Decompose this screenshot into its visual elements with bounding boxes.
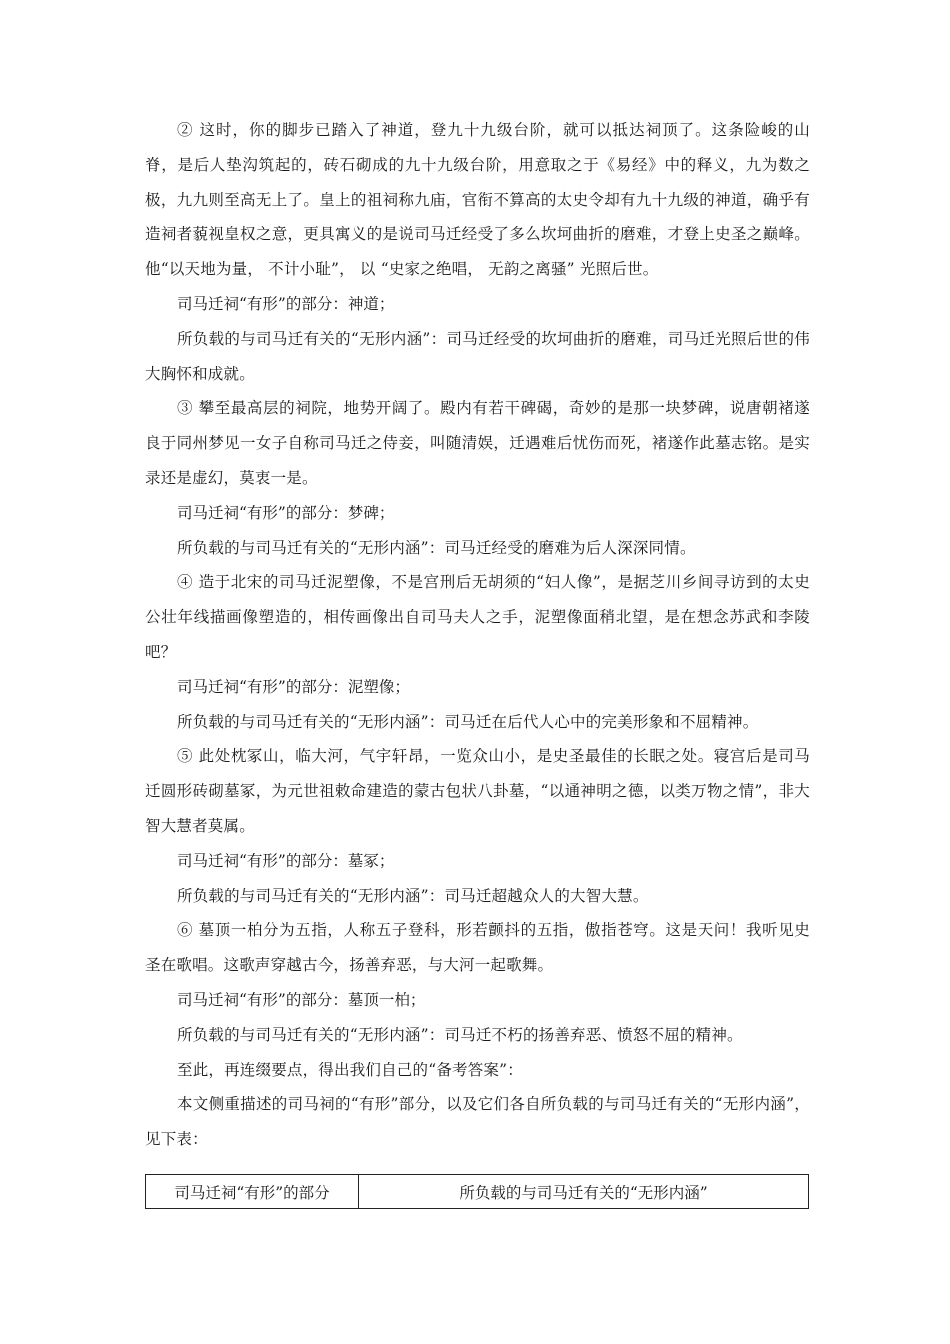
tangible-part-mengbei: 司马迁祠“有形”的部分：梦碑； [177,503,395,522]
paragraph-6: ⑥ 墓顶一柏分为五指，人称五子登科，形若颤抖的五指，傲指苍穹。这是天问！我听见史圣在歌唱。这歌声穿越古今，扬善弃恶，与大河一起歌舞。 [145,921,810,975]
intangible-meaning-tomb: 所负载的与司马迁有关的“无形内涵”：司马迁超越众人的大智大慧。 [177,886,649,905]
paragraph-5: ⑤ 此处枕冢山，临大河，气宇轩昂，一览众山小，是史圣最佳的长眠之处。寝宫后是司马迁圆形砖砌墓冢，为元世祖敕命建造的蒙古包状八卦墓，“以通神明之德，以类万物之情”，非大智大慧者莫属。 [145,747,810,835]
paragraph-3: ③ 攀至最高层的祠院，地势开阔了。殿内有若干碑碣，奇妙的是那一块梦碑，说唐朝褚遂良于同州梦见一女子自称司马迁之侍妾，叫随清娱，迁遇难后忧伤而死，褚遂作此墓志铭。是实录还是虚幻，莫衷一是。 [145,399,810,487]
paragraph-4: ④ 造于北宋的司马迁泥塑像，不是宫刑后无胡须的“妇人像”，是据芝川乡间寻访到的太史公壮年线描画像塑造的，相传画像出自司马夫人之手，泥塑像面稍北望，是在想念苏武和李陵吧？ [145,573,810,661]
intangible-meaning-shendao: 所负载的与司马迁有关的“无形内涵”：司马迁经受的坎坷曲折的磨难，司马迁光照后世的伟大胸怀和成就。 [145,329,810,383]
paragraph-2: ② 这时，你的脚步已踏入了神道，登九十九级台阶，就可以抵达祠顶了。这条险峻的山脊，是后人垫沟筑起的，砖石砌成的九十九级台阶，用意取之于《易经》中的释义，九为数之极，九九则至高无上了。皇上的祖祠称九庙，官衔不算高的太史令却有九十九级的神道，确乎有造祠者藐视皇权之意，更具寓义的是说司马迁经受了多么坎坷曲折的磨难，才登上史圣之巅峰。他“以天地为量， 不计小耻”， 以 “史家之绝唱， 无韵之离骚” 光照后世。 [145,121,810,279]
tangible-part-tomb: 司马迁祠“有形”的部分：墓冢； [177,851,395,870]
summary-table [145,1174,809,1209]
tangible-part-statue: 司马迁祠“有形”的部分：泥塑像； [177,677,410,696]
tangible-part-shendao: 司马迁祠“有形”的部分：神道； [177,294,395,313]
intangible-meaning-statue: 所负载的与司马迁有关的“无形内涵”：司马迁在后代人心中的完美形象和不屈精神。 [177,712,759,731]
intangible-meaning-mengbei: 所负载的与司马迁有关的“无形内涵”：司马迁经受的磨难为后人深深同情。 [177,538,696,557]
table-header-intangible: 所负载的与司马迁有关的“无形内涵” [359,1175,809,1209]
intangible-meaning-cypress: 所负载的与司马迁有关的“无形内涵”：司马迁不朽的扬善弃恶、愤怒不屈的精神。 [177,1025,743,1044]
table-header-tangible: 司马迁祠“有形”的部分 [146,1175,359,1209]
summary-intro: 至此，再连缀要点，得出我们自己的“备考答案”： [177,1060,523,1079]
table-intro: 本文侧重描述的司马祠的“有形”部分，以及它们各自所负载的与司马迁有关的“无形内涵”，见下表： [145,1095,810,1149]
document-body [145,113,810,1157]
table-header-row [146,1175,809,1209]
tangible-part-cypress: 司马迁祠“有形”的部分：墓顶一柏； [177,990,426,1009]
